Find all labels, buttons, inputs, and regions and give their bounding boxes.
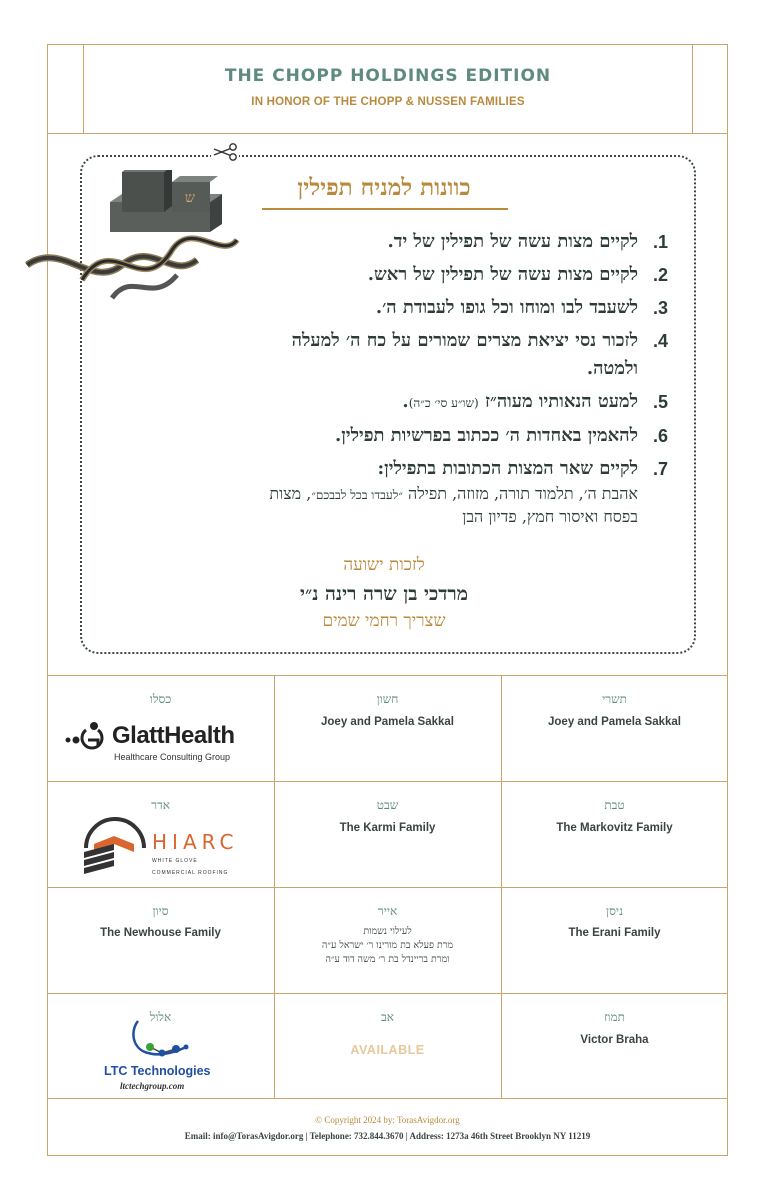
sponsor-teves: The Markovitz Family bbox=[556, 822, 673, 834]
sponsor-sivan: The Newhouse Family bbox=[100, 927, 221, 939]
hiarc-icon bbox=[80, 808, 150, 876]
hiarc-line2: COMMERCIAL ROOFING bbox=[152, 870, 229, 876]
sponsor-tishrei: Joey and Pamela Sakkal bbox=[548, 716, 681, 728]
month-cheshvan: חשון bbox=[376, 692, 399, 706]
zchus-name: מרדכי בן שרה רינה נ״י bbox=[300, 583, 468, 605]
zchus-heading: לזכות ישועה bbox=[343, 555, 425, 575]
hiarc-line1: WHITE GLOVE bbox=[152, 858, 198, 864]
header-divider-left bbox=[83, 44, 84, 134]
month-adar: אדר bbox=[151, 798, 170, 812]
month-tammuz: תמוז bbox=[604, 1010, 625, 1024]
month-teves: טבת bbox=[604, 798, 625, 812]
sponsor-nissan: The Erani Family bbox=[568, 927, 661, 939]
grid-divider bbox=[47, 887, 728, 888]
sponsor-tammuz: Victor Braha bbox=[580, 1034, 649, 1046]
list-item: 5. למעט הנאותיו מעוה״ז (שו״ע סי׳ כ״ה). bbox=[402, 391, 668, 412]
scissors-icon bbox=[211, 142, 239, 162]
month-elul: אלול bbox=[149, 1010, 172, 1024]
glatthealth-icon bbox=[64, 720, 110, 758]
month-shevat: שבט bbox=[376, 798, 399, 812]
memorial-iyar: לעילוי נשמות מרת פעלא בת מורינו ר׳ ישראל ע״ה ומרת בריינדל בת ר׳ משה דוד ע״ה bbox=[321, 926, 454, 965]
list-item: 4. לזכור נסי יציאת מצרים שמורים על כח ה׳ למעלה ולמטה. bbox=[291, 330, 668, 379]
list-item: 6. להאמין באחדות ה׳ ככתוב בפרשיות תפילין. bbox=[335, 425, 668, 446]
grid-divider bbox=[47, 993, 728, 994]
zchus-note: שצריך רחמי שמים bbox=[322, 611, 446, 631]
header-divider-right bbox=[692, 44, 693, 134]
list-item: 7. לקיים שאר המצות הכתובות בתפילין: אהבת ה׳, תלמוד תורה, מזוזה, תפילה ״לעבדו בכל לבבכם״, מצות בפסח ואיסור חמץ, פדיון הבן bbox=[248, 455, 668, 528]
sponsor-shevat: The Karmi Family bbox=[339, 822, 436, 834]
ltc-name: LTC Technologies bbox=[104, 1064, 211, 1078]
month-nissan: ניסן bbox=[606, 904, 623, 918]
glatthealth-tagline: Healthcare Consulting Group bbox=[114, 752, 231, 762]
tefillin-illustration bbox=[22, 170, 242, 310]
hiarc-name: HIARC bbox=[152, 830, 239, 854]
list-item: 1. לקיים מצות עשה של תפילין של יד. bbox=[387, 231, 668, 252]
list-item: 3. לשעבד לבו ומוחו וכל גופו לעבודת ה׳. bbox=[375, 297, 668, 318]
month-tishrei: תשרי bbox=[602, 692, 627, 706]
contact-info: Email: info@TorasAvigdor.org | Telephone: 732.844.3670 | Address: 1273a 46th Street Brooklyn NY 11219 bbox=[184, 1131, 591, 1141]
list-item: 2. לקיים מצות עשה של תפילין של ראש. bbox=[367, 264, 668, 285]
month-iyar: אייר bbox=[377, 904, 398, 918]
edition-title: THE CHOPP HOLDINGS EDITION bbox=[224, 66, 552, 86]
sponsor-cheshvan: Joey and Pamela Sakkal bbox=[321, 716, 454, 728]
ltc-website[interactable]: ltctechgroup.com bbox=[120, 1081, 185, 1091]
mitzvos-list: אהבת ה׳, תלמוד תורה, מזוזה, תפילה ״לעבדו בכל לבבכם״, מצות בפסח ואיסור חמץ, פדיון הבן bbox=[269, 484, 638, 526]
copyright: © Copyright 2024 by: TorasAvigdor.org bbox=[315, 1115, 460, 1125]
kavanos-list bbox=[248, 228, 668, 533]
edition-subtitle: IN HONOR OF THE CHOPP & NUSSEN FAMILIES bbox=[251, 96, 525, 108]
month-sivan: סיון bbox=[152, 904, 169, 918]
month-kislev: כסלו bbox=[149, 692, 172, 706]
header-box bbox=[47, 44, 728, 134]
card-title: כוונות למניח תפילין bbox=[297, 174, 471, 201]
title-underline bbox=[262, 208, 508, 210]
available-slot[interactable]: AVAILABLE bbox=[350, 1043, 425, 1057]
ltc-icon bbox=[128, 1017, 192, 1063]
grid-divider bbox=[47, 781, 728, 782]
month-av: אב bbox=[381, 1010, 394, 1024]
glatthealth-name: GlattHealth bbox=[112, 722, 235, 749]
svg-text:ש: ש bbox=[185, 190, 195, 206]
